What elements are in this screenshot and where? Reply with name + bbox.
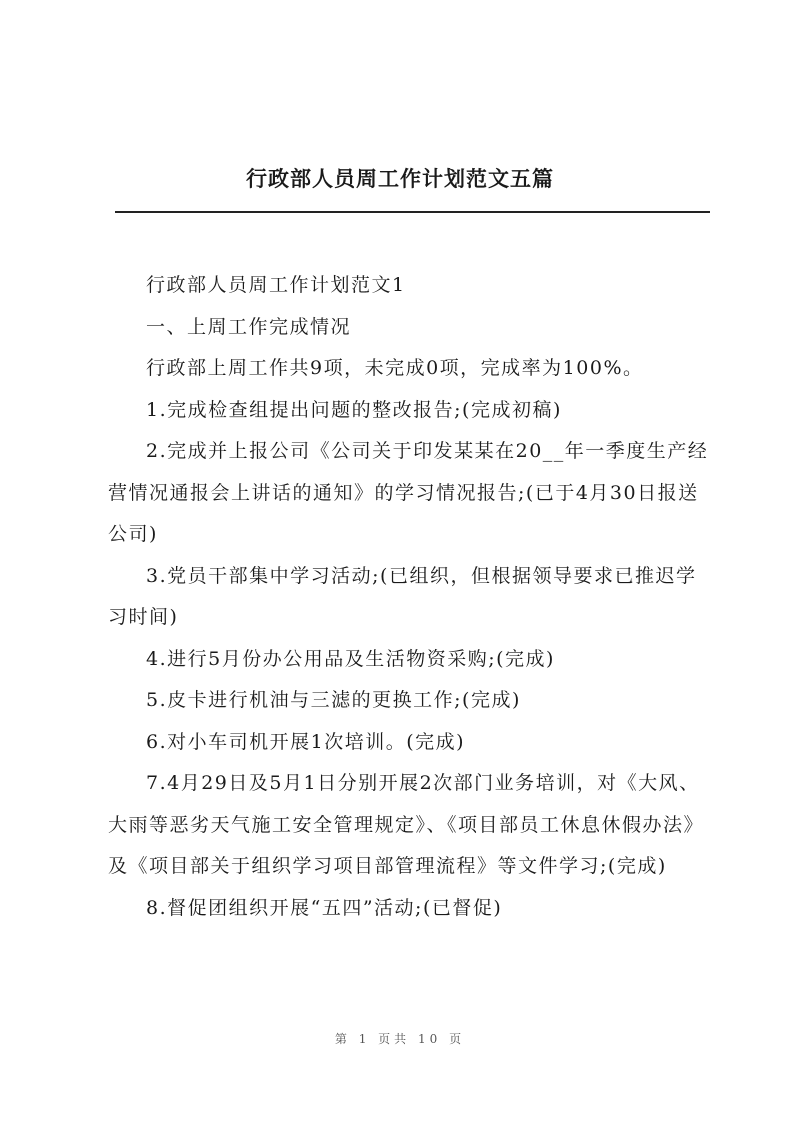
page-footer: 第 1 页共 10 页: [334, 1032, 466, 1046]
paragraph-item-1: 1.完成检查组提出问题的整改报告;(完成初稿): [146, 398, 562, 421]
paragraph-item-2: 2.完成并上报公司《公司关于印发某某在20__年一季度生产经营情况通报会上讲话的通知》的学习情况报告;(已于4月30日报送公司): [108, 440, 709, 545]
paragraph-summary: 行政部上周工作共9项，未完成0项，完成率为100%。: [146, 357, 644, 379]
paragraph-item-3: 3.党员干部集中学习活动;(已组织，但根据领导要求已推迟学习时间): [108, 564, 697, 628]
paragraph-item-8: 8.督促团组织开展“五四”活动;(已督促): [146, 896, 503, 919]
document-body: [108, 265, 710, 929]
document-title: 行政部人员周工作计划范文五篇: [246, 166, 554, 191]
paragraph-item-5: 5.皮卡进行机油与三滤的更换工作;(完成): [146, 689, 521, 711]
title-divider: [115, 211, 710, 213]
paragraph-subheading: 一、上周工作完成情况: [146, 315, 352, 338]
paragraph-item-4: 4.进行5月份办公用品及生活物资采购;(完成): [146, 647, 555, 670]
paragraph-section-heading: 行政部人员周工作计划范文1: [146, 274, 406, 296]
paragraph-item-6: 6.对小车司机开展1次培训。(完成): [146, 730, 466, 753]
paragraph-item-7: 7.4月29日及5月1日分别开展2次部门业务培训，对《大风、大雨等恶劣天气施工安全管理规定》、《项目部员工休息休假办法》及《项目部关于组织学习项目部管理流程》等文件学习;(完成): [108, 772, 705, 877]
